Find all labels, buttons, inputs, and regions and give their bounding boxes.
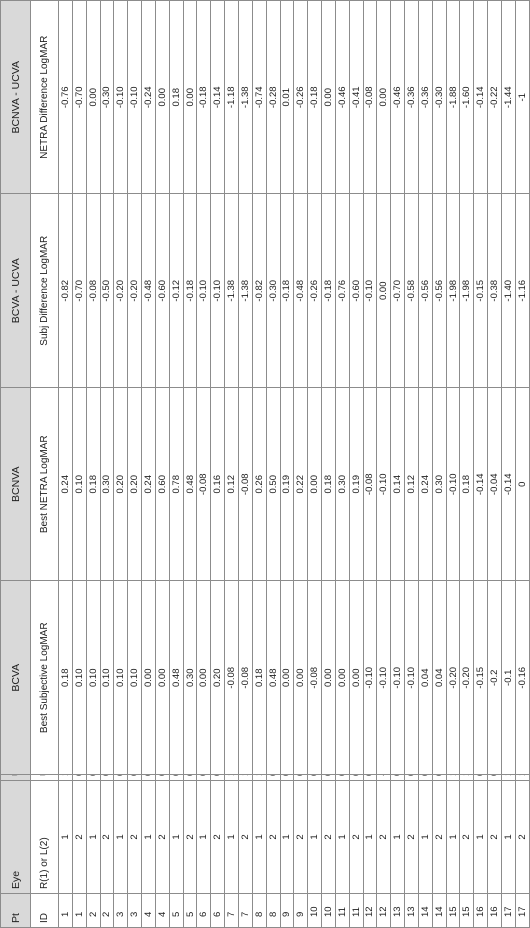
- table-cell: [128, 775, 142, 781]
- table-cell: 1: [280, 781, 294, 894]
- table-cell: [183, 775, 197, 781]
- table-cell: 1: [114, 781, 128, 894]
- table-cell: 8: [252, 894, 266, 928]
- table-cell: 4: [142, 894, 156, 928]
- table-row: [114, 1, 128, 928]
- table-cell: -0.76: [335, 194, 349, 388]
- table-cell: 2: [100, 781, 114, 894]
- table-row: [211, 1, 225, 928]
- table-cell: -1: [515, 1, 529, 195]
- table-row: [225, 1, 239, 928]
- table-cell: 1: [72, 894, 86, 928]
- table-cell: -0.12: [169, 194, 183, 388]
- table-cell: 0.30: [335, 388, 349, 582]
- table-cell: -0.41: [349, 1, 363, 195]
- table-cell: -0.15: [474, 581, 488, 775]
- table-cell: -0.18: [280, 194, 294, 388]
- table-cell: 0.20: [114, 388, 128, 582]
- table-cell: 6: [197, 894, 211, 928]
- table-cell: -0.08: [197, 388, 211, 582]
- table-cell: 2: [211, 781, 225, 894]
- table-cell: -0.10: [197, 194, 211, 388]
- table-cell: [432, 775, 446, 781]
- table-cell: [59, 775, 73, 781]
- table-cell: 15: [460, 894, 474, 928]
- table-cell: [391, 775, 405, 781]
- table-cell: -0.18: [197, 1, 211, 195]
- table-row: [377, 1, 391, 928]
- subheader-cell: NETRA Difference LogMAR: [31, 1, 59, 195]
- table-cell: 0.00: [86, 1, 100, 195]
- table-cell: [377, 775, 391, 781]
- table-cell: [280, 775, 294, 781]
- table-cell: -0.56: [418, 194, 432, 388]
- table-cell: 0.18: [169, 1, 183, 195]
- table-cell: -1.18: [225, 1, 239, 195]
- table-row: [100, 1, 114, 928]
- table-cell: 0.14: [391, 388, 405, 582]
- table-cell: -0.82: [252, 194, 266, 388]
- table-cell: 2: [432, 781, 446, 894]
- table-cell: -0.18: [308, 1, 322, 195]
- table-cell: 15: [446, 894, 460, 928]
- table-cell: 0.19: [349, 388, 363, 582]
- table-cell: -0.18: [183, 194, 197, 388]
- table-cell: 2: [183, 781, 197, 894]
- table-cell: 1: [197, 781, 211, 894]
- table-cell: -1.38: [238, 1, 252, 195]
- table-cell: -0.24: [142, 1, 156, 195]
- table-cell: -0.1: [502, 581, 516, 775]
- table-cell: 2: [294, 781, 308, 894]
- table-cell: -1.40: [502, 194, 516, 388]
- table-cell: -0.08: [225, 581, 239, 775]
- table-row: [418, 1, 432, 928]
- table-cell: [252, 775, 266, 781]
- table-cell: -0.70: [72, 194, 86, 388]
- table-cell: 1: [59, 894, 73, 928]
- table-cell: 6: [211, 894, 225, 928]
- table-cell: [211, 775, 225, 781]
- table-row: [349, 1, 363, 928]
- table-cell: 14: [432, 894, 446, 928]
- table-cell: [308, 775, 322, 781]
- table-cell: 13: [391, 894, 405, 928]
- table-cell: 1: [335, 781, 349, 894]
- table-cell: 11: [349, 894, 363, 928]
- table-cell: 2: [460, 781, 474, 894]
- table-cell: -0.10: [446, 388, 460, 582]
- table-cell: [349, 775, 363, 781]
- table-cell: -1.98: [460, 194, 474, 388]
- table-cell: 2: [266, 781, 280, 894]
- table-cell: -0.30: [100, 1, 114, 195]
- table-cell: 4: [155, 894, 169, 928]
- table-row: [322, 1, 336, 928]
- table-cell: 0.30: [432, 388, 446, 582]
- table-cell: [225, 775, 239, 781]
- table-row: [169, 1, 183, 928]
- table-cell: 1: [59, 781, 73, 894]
- table-cell: [502, 775, 516, 781]
- table-cell: 1: [418, 781, 432, 894]
- table-cell: 0.30: [183, 581, 197, 775]
- table-row: [266, 1, 280, 928]
- table-cell: 7: [225, 894, 239, 928]
- table-cell: 0.48: [266, 581, 280, 775]
- table-cell: 17: [502, 894, 516, 928]
- table-cell: -0.10: [363, 581, 377, 775]
- table-row: [142, 1, 156, 928]
- table-cell: 0.20: [128, 388, 142, 582]
- table-row: [128, 1, 142, 928]
- table-cell: 3: [114, 894, 128, 928]
- table-cell: 1: [252, 781, 266, 894]
- table-cell: 13: [405, 894, 419, 928]
- table-cell: 2: [155, 781, 169, 894]
- table-row: [363, 1, 377, 928]
- table-cell: 0.19: [280, 388, 294, 582]
- table-cell: [169, 775, 183, 781]
- table-cell: 2: [377, 781, 391, 894]
- header-row: [1, 1, 31, 928]
- table-cell: [322, 775, 336, 781]
- table-cell: 0.10: [114, 581, 128, 775]
- header-cell: Eye: [1, 781, 31, 894]
- table-cell: -0.14: [474, 388, 488, 582]
- table-cell: 0.04: [432, 581, 446, 775]
- subheader-cell: Subj Difference LogMAR: [31, 194, 59, 388]
- table-cell: 2: [100, 894, 114, 928]
- table-cell: 1: [502, 781, 516, 894]
- table-cell: -0.60: [155, 194, 169, 388]
- table-cell: -1.88: [446, 1, 460, 195]
- table-cell: [238, 775, 252, 781]
- table-cell: -0.08: [363, 388, 377, 582]
- table-cell: -0.46: [391, 1, 405, 195]
- subheader-cell: R(1) or L(2): [31, 781, 59, 894]
- table-cell: [72, 775, 86, 781]
- table-cell: -0.10: [377, 388, 391, 582]
- table-cell: 0.22: [294, 388, 308, 582]
- table-cell: 0.30: [100, 388, 114, 582]
- table-cell: [474, 775, 488, 781]
- table-cell: -0.10: [405, 581, 419, 775]
- table-cell: 1: [225, 781, 239, 894]
- table-cell: 0.18: [86, 388, 100, 582]
- table-cell: 0.48: [169, 581, 183, 775]
- subheader-cell: Best NETRA LogMAR: [31, 388, 59, 582]
- table-cell: -1.16: [515, 194, 529, 388]
- table-row: [474, 1, 488, 928]
- table-cell: 0.00: [377, 194, 391, 388]
- header-cell: [1, 775, 31, 781]
- table-cell: -0.28: [266, 1, 280, 195]
- table-cell: 10: [308, 894, 322, 928]
- table-row: [155, 1, 169, 928]
- table-cell: [155, 775, 169, 781]
- table-cell: [460, 775, 474, 781]
- table-cell: -0.10: [377, 581, 391, 775]
- table-row: [252, 1, 266, 928]
- table-cell: 17: [515, 894, 529, 928]
- table-cell: [197, 775, 211, 781]
- table-cell: -0.14: [211, 1, 225, 195]
- table-cell: 0.10: [100, 581, 114, 775]
- table-cell: 9: [294, 894, 308, 928]
- table-cell: 0.24: [418, 388, 432, 582]
- table-cell: 11: [335, 894, 349, 928]
- table-cell: [294, 775, 308, 781]
- table-cell: 2: [322, 781, 336, 894]
- table-cell: -0.18: [322, 194, 336, 388]
- table-cell: -0.2: [488, 581, 502, 775]
- subheader-cell: ID: [31, 894, 59, 928]
- table-row: [391, 1, 405, 928]
- table-cell: -0.20: [460, 581, 474, 775]
- table-cell: 0.24: [59, 388, 73, 582]
- table-cell: 0.18: [460, 388, 474, 582]
- table-cell: -0.14: [474, 1, 488, 195]
- table-cell: 0.00: [280, 581, 294, 775]
- table-cell: 0.26: [252, 388, 266, 582]
- table-cell: 2: [515, 781, 529, 894]
- table-cell: [418, 775, 432, 781]
- table-cell: 0: [515, 388, 529, 582]
- table-cell: -0.10: [114, 1, 128, 195]
- table-cell: 3: [128, 894, 142, 928]
- table-cell: -0.08: [238, 388, 252, 582]
- table-cell: 2: [72, 781, 86, 894]
- table-cell: -0.36: [405, 1, 419, 195]
- table-cell: -0.48: [142, 194, 156, 388]
- table-cell: 0.78: [169, 388, 183, 582]
- table-cell: 2: [488, 781, 502, 894]
- subheader-cell: [31, 775, 59, 781]
- table-cell: 0.24: [142, 388, 156, 582]
- table-cell: 1: [363, 781, 377, 894]
- table-row: [405, 1, 419, 928]
- table-cell: 9: [280, 894, 294, 928]
- table-cell: -0.56: [432, 194, 446, 388]
- table-cell: 0.20: [211, 581, 225, 775]
- table-cell: -1.98: [446, 194, 460, 388]
- table-cell: 1: [308, 781, 322, 894]
- table-cell: 12: [363, 894, 377, 928]
- table-cell: -0.36: [418, 1, 432, 195]
- table-cell: -1.60: [460, 1, 474, 195]
- table-cell: -0.08: [363, 1, 377, 195]
- table-cell: -0.08: [86, 194, 100, 388]
- table-cell: -0.70: [391, 194, 405, 388]
- table-row: [197, 1, 211, 928]
- table-cell: 2: [405, 781, 419, 894]
- table-cell: 0.00: [349, 581, 363, 775]
- table-cell: 14: [418, 894, 432, 928]
- subheader-row: [31, 1, 59, 928]
- table-cell: -1.38: [225, 194, 239, 388]
- table-cell: -0.08: [308, 581, 322, 775]
- table-cell: 12: [377, 894, 391, 928]
- header-cell: BCVA - UCVA: [1, 194, 31, 388]
- table-cell: -0.26: [294, 1, 308, 195]
- table-cell: 0.18: [59, 581, 73, 775]
- table-cell: 0.10: [72, 388, 86, 582]
- table-cell: 2: [238, 781, 252, 894]
- table-cell: [86, 775, 100, 781]
- table-cell: -0.74: [252, 1, 266, 195]
- table-cell: -0.30: [266, 194, 280, 388]
- table-body: [59, 1, 530, 928]
- table-cell: -0.08: [238, 581, 252, 775]
- table-cell: 7: [238, 894, 252, 928]
- table-cell: [100, 775, 114, 781]
- table-cell: 0.18: [322, 388, 336, 582]
- table-cell: 0.10: [128, 581, 142, 775]
- table-cell: 0.00: [142, 581, 156, 775]
- table-cell: 0.00: [183, 1, 197, 195]
- table-cell: 2: [128, 781, 142, 894]
- table-cell: 0.00: [155, 1, 169, 195]
- header-cell: BCNVA - UCVA: [1, 1, 31, 195]
- table-cell: 1: [391, 781, 405, 894]
- table-cell: 0.00: [335, 581, 349, 775]
- table-cell: -0.10: [391, 581, 405, 775]
- table-cell: 0.00: [377, 1, 391, 195]
- table-cell: 1: [86, 781, 100, 894]
- table-cell: 1: [142, 781, 156, 894]
- table-cell: 8: [266, 894, 280, 928]
- table-cell: 0.12: [225, 388, 239, 582]
- table-cell: 0.00: [308, 388, 322, 582]
- table-cell: -0.50: [100, 194, 114, 388]
- table-cell: [515, 775, 529, 781]
- header-cell: Pt: [1, 894, 31, 928]
- table-row: [460, 1, 474, 928]
- table-row: [280, 1, 294, 928]
- table-cell: -0.20: [446, 581, 460, 775]
- table-cell: -0.58: [405, 194, 419, 388]
- table-cell: 0.00: [294, 581, 308, 775]
- table-cell: 2: [349, 781, 363, 894]
- table-cell: -0.48: [294, 194, 308, 388]
- table-cell: 0.00: [155, 581, 169, 775]
- table-row: [308, 1, 322, 928]
- table-cell: 1: [474, 781, 488, 894]
- table-cell: [142, 775, 156, 781]
- table-cell: -0.20: [114, 194, 128, 388]
- table-row: [238, 1, 252, 928]
- table-row: [432, 1, 446, 928]
- table-cell: -0.60: [349, 194, 363, 388]
- header-cell: BCVA: [1, 581, 31, 775]
- table-cell: 0.01: [280, 1, 294, 195]
- table-cell: 0.00: [322, 1, 336, 195]
- table-cell: -0.22: [488, 1, 502, 195]
- table-cell: 5: [183, 894, 197, 928]
- table-cell: -0.16: [515, 581, 529, 775]
- table-cell: -0.70: [72, 1, 86, 195]
- table-cell: -1.38: [238, 194, 252, 388]
- table-cell: 2: [86, 894, 100, 928]
- table-cell: [363, 775, 377, 781]
- table-row: [502, 1, 516, 928]
- table-cell: -0.38: [488, 194, 502, 388]
- table-cell: -0.26: [308, 194, 322, 388]
- subheader-cell: Best Subjective LogMAR: [31, 581, 59, 775]
- table-row: [59, 1, 73, 928]
- table-row: [72, 1, 86, 928]
- table-cell: -0.30: [432, 1, 446, 195]
- table-cell: 0.50: [266, 388, 280, 582]
- table-cell: -1.44: [502, 1, 516, 195]
- table-cell: 0.48: [183, 388, 197, 582]
- table-row: [294, 1, 308, 928]
- table-row: [515, 1, 529, 928]
- table-cell: 1: [446, 781, 460, 894]
- table-cell: -0.10: [128, 1, 142, 195]
- table-cell: 0.60: [155, 388, 169, 582]
- table-row: [488, 1, 502, 928]
- table-cell: 0.00: [197, 581, 211, 775]
- table-cell: -0.20: [128, 194, 142, 388]
- header-cell: BCNVA: [1, 388, 31, 582]
- table-cell: -0.10: [363, 194, 377, 388]
- table-cell: [266, 775, 280, 781]
- table-cell: 0.00: [322, 581, 336, 775]
- table-row: [183, 1, 197, 928]
- table-cell: 10: [322, 894, 336, 928]
- table-cell: 5: [169, 894, 183, 928]
- table-cell: [114, 775, 128, 781]
- table-cell: 0.10: [72, 581, 86, 775]
- table-cell: -0.15: [474, 194, 488, 388]
- table-cell: 0.16: [211, 388, 225, 582]
- table-cell: -0.46: [335, 1, 349, 195]
- table-cell: 0.12: [405, 388, 419, 582]
- table-cell: 16: [474, 894, 488, 928]
- table-cell: -0.76: [59, 1, 73, 195]
- table-cell: -0.10: [211, 194, 225, 388]
- table-cell: 1: [169, 781, 183, 894]
- table-cell: 0.10: [86, 581, 100, 775]
- table-cell: [488, 775, 502, 781]
- table-cell: 16: [488, 894, 502, 928]
- table-cell: [405, 775, 419, 781]
- table-cell: -0.82: [59, 194, 73, 388]
- table-row: [86, 1, 100, 928]
- table-cell: -0.04: [488, 388, 502, 582]
- table-cell: [446, 775, 460, 781]
- table-row: [446, 1, 460, 928]
- table-cell: 0.04: [418, 581, 432, 775]
- table-row: [335, 1, 349, 928]
- table-cell: -0.14: [502, 388, 516, 582]
- table-cell: [335, 775, 349, 781]
- table-cell: 0.18: [252, 581, 266, 775]
